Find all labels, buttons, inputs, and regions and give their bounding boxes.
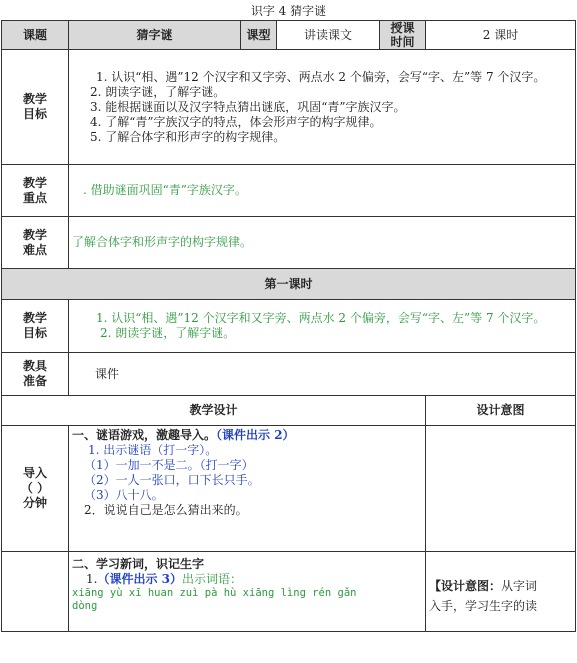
riddle-item: （1）一加一不是二。（打一字） bbox=[84, 458, 254, 472]
pinyin-line: xiāng yù xī huan zuì pà hù xiāng lìng rén gǎn bbox=[72, 587, 357, 599]
design-column-header: 教学设计 bbox=[2, 396, 426, 426]
hours-value: 2 课时 bbox=[426, 21, 576, 50]
objectives-label: 教学 目标 bbox=[2, 50, 69, 165]
new-words-heading: 二、学习新词，识记生字 bbox=[72, 557, 205, 571]
intent-line: 入手，学习生字的读 bbox=[429, 599, 538, 613]
intro-content bbox=[69, 426, 426, 552]
header-row bbox=[2, 21, 576, 50]
intro-heading: 一、谜语游戏，激趣导入。（课件出示 2） bbox=[72, 428, 295, 442]
topic-label: 课题 bbox=[2, 21, 69, 50]
design-header-row bbox=[2, 396, 576, 426]
objective-item: 2. 朗读字谜，了解字谜。 bbox=[100, 326, 236, 340]
teaching-tools-value: 课件 bbox=[69, 353, 576, 396]
first-lesson-objectives-content bbox=[69, 300, 576, 353]
type-value: 讲读课文 bbox=[277, 21, 380, 50]
objectives-row bbox=[2, 50, 576, 165]
teaching-tools-row bbox=[2, 353, 576, 396]
intro-intent bbox=[426, 426, 576, 552]
key-points-text: . 借助谜面巩固“青”字族汉字。 bbox=[69, 165, 576, 217]
objective-item: 1. 认识“相、遇”12 个汉字和又字旁、两点水 2 个偏旁，会写“字、左”等 7 个汉字。 bbox=[96, 311, 546, 325]
difficulties-row bbox=[2, 217, 576, 269]
first-lesson-heading: 第一课时 bbox=[2, 269, 576, 300]
pinyin-line: dòng bbox=[72, 600, 98, 612]
new-words-row bbox=[2, 552, 576, 632]
first-lesson-objectives-label: 教学 目标 bbox=[2, 300, 69, 353]
key-points-row bbox=[2, 165, 576, 217]
intent-line: 【设计意图：从字词 bbox=[429, 579, 538, 593]
objective-item: 5. 了解合体字和形声字的构字规律。 bbox=[90, 129, 286, 144]
key-points-label: 教学 重点 bbox=[2, 165, 69, 217]
first-lesson-objectives-row bbox=[2, 300, 576, 353]
objective-item: 3. 能根据谜面以及汉字特点猜出谜底，巩固“青”字族汉字。 bbox=[90, 99, 406, 114]
new-words-step-1: 1.（课件出示 3）出示词语： bbox=[86, 572, 242, 586]
topic-value: 猜字谜 bbox=[69, 21, 241, 50]
new-words-content bbox=[69, 552, 426, 632]
new-words-label bbox=[2, 552, 69, 632]
hours-label: 授课 时间 bbox=[380, 21, 426, 50]
difficulties-text: 了解合体字和形声字的构字规律。 bbox=[69, 217, 576, 269]
first-lesson-heading-row bbox=[2, 269, 576, 300]
difficulties-label: 教学 难点 bbox=[2, 217, 69, 269]
objective-item: 4. 了解“青”字族汉字的特点，体会形声字的构字规律。 bbox=[90, 114, 382, 129]
intent-column-header: 设计意图 bbox=[426, 396, 576, 426]
new-words-intent bbox=[426, 552, 576, 632]
objective-item: 2. 朗读字谜，了解字谜。 bbox=[90, 84, 226, 99]
intro-step-2: 2．说说自己是怎么猜出来的。 bbox=[84, 503, 248, 517]
type-label: 课型 bbox=[241, 21, 277, 50]
objective-item: 1. 认识“相、遇”12 个汉字和又字旁、两点水 2 个偏旁，会写“字、左”等 7 个汉字。 bbox=[96, 69, 546, 84]
riddle-item: （2）一人一张口，口下长只手。 bbox=[84, 473, 260, 487]
intro-row bbox=[2, 426, 576, 552]
riddle-item: （3）八十八。 bbox=[84, 488, 164, 502]
document-title: 识字 4 猜字谜 bbox=[250, 4, 327, 18]
intro-step-1: 1. 出示谜语（打一字）。 bbox=[88, 443, 218, 457]
teaching-tools-label: 教具 准备 bbox=[2, 353, 69, 396]
lesson-plan-table bbox=[1, 20, 576, 632]
intro-label: 导入 （ ） 分钟 bbox=[2, 426, 69, 552]
objectives-content bbox=[69, 50, 576, 165]
